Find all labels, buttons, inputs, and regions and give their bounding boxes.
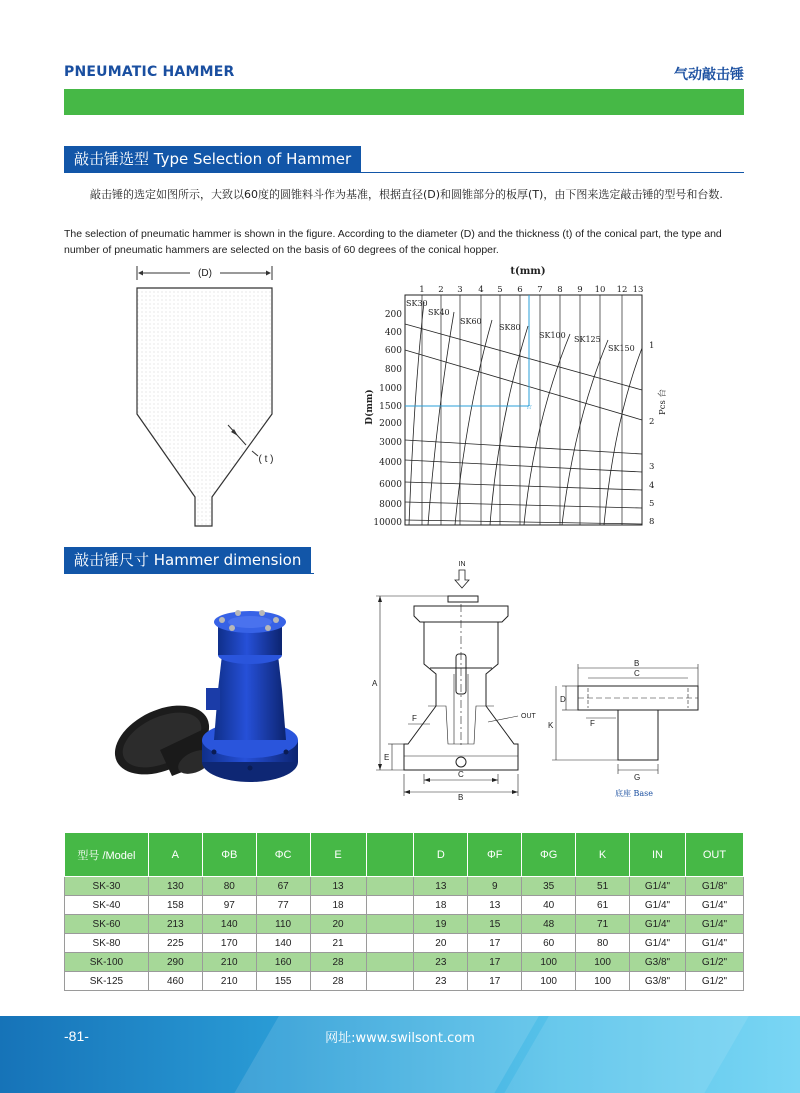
model-curve-label: SK60 [460,317,482,326]
base-dim-d-label: D [560,695,566,704]
dimension-spec-table [64,832,744,991]
base-dim-b-label: B [634,659,640,668]
table-cell: 158 [148,896,202,915]
table-cell: 17 [468,972,522,991]
d-tick-label: 800 [384,365,402,375]
table-row [65,953,744,972]
section-rule [64,573,314,574]
pcs-tick-label: 1 [649,341,655,351]
table-row [65,934,744,953]
table-cell: 110 [256,915,310,934]
model-curve-label: SK80 [499,323,521,332]
table-cell: 19 [414,915,468,934]
table-cell: 9 [468,877,522,896]
table-cell: 60 [522,934,576,953]
hopper-t-label: ( t ) [258,454,274,465]
table-cell: 71 [576,915,630,934]
t-tick-label: 1 [419,285,425,295]
table-cell: 20 [310,915,366,934]
d-tick-label: 4000 [379,458,402,468]
model-curve-label: SK100 [539,331,566,340]
table-header-cell: ΦB [202,833,256,877]
table-cell: 290 [148,953,202,972]
dim-b-label: B [458,793,464,802]
table-cell: 23 [414,972,468,991]
table-cell: 20 [414,934,468,953]
table-cell: G1/4" [630,915,686,934]
table-cell: 130 [148,877,202,896]
table-cell: 13 [310,877,366,896]
table-cell: 225 [148,934,202,953]
table-cell: 160 [256,953,310,972]
pcs-tick-label: 3 [649,462,655,472]
table-cell: 48 [522,915,576,934]
table-header-cell: E [310,833,366,877]
dim-c-label: C [458,770,464,779]
table-header-row [65,833,744,877]
table-cell: G1/4" [630,896,686,915]
d-tick-label: 400 [384,328,402,338]
table-cell: G1/4" [685,896,743,915]
table-cell: G1/4" [630,877,686,896]
table-cell: 28 [310,953,366,972]
dim-f-label: F [412,714,417,723]
table-cell [366,934,414,953]
table-cell: 210 [202,972,256,991]
base-caption: 底座 Base [614,789,654,798]
table-cell: 21 [310,934,366,953]
d-tick-label: 3000 [379,438,402,448]
dim-e-label: E [384,753,390,762]
hammer-product-image [110,600,310,790]
d-tick-label: 200 [384,310,402,320]
selection-paragraph-cn: 敲击锤的选定如图所示，大致以60度的圆锥料斗作为基准，根据直径(D)和圆锥部分的板厚(T)，由下图来选定敲击锤的型号和台数. [90,188,723,201]
chart-right-title: Pcs 台 [658,388,668,416]
base-dim-g-label: G [634,773,641,782]
table-cell: 213 [148,915,202,934]
hammer-dimension-drawing [368,556,536,806]
hopper-diagram [128,262,288,534]
model-curve-label: SK40 [428,308,450,317]
d-tick-label: 6000 [379,480,402,490]
pcs-tick-label: 4 [649,481,655,491]
table-header-cell: 型号 /Model [65,833,149,877]
dim-a-label: A [372,679,378,688]
page-header [64,60,744,86]
table-cell: 100 [522,972,576,991]
section-rule [64,172,744,173]
section-title-dimension: 敲击锤尺寸 Hammer dimension [64,547,311,574]
selection-paragraph-en: The selection of pneumatic hammer is shown in the figure. According to the diameter (D) and the thickness (t) of the conical part, the type and number of pneumatic hammers are selected on the basis of 60 degrees of the conical hopper. [64,228,722,256]
table-cell [366,953,414,972]
table-cell: 28 [310,972,366,991]
t-tick-label: 4 [478,285,484,295]
d-tick-label: 2000 [379,419,402,429]
table-cell: G1/4" [630,934,686,953]
table-header-cell: OUT [685,833,743,877]
d-tick-label: 600 [384,346,402,356]
table-header-cell: IN [630,833,686,877]
d-tick-label: 1000 [379,384,402,394]
table-cell: 100 [576,972,630,991]
table-cell: SK-60 [65,915,149,934]
table-cell: 35 [522,877,576,896]
table-cell: SK-80 [65,934,149,953]
table-cell: 140 [256,934,310,953]
d-tick-label: 1500 [379,402,402,412]
pcs-tick-label: 5 [649,499,655,509]
table-cell [366,896,414,915]
table-cell: 80 [576,934,630,953]
table-cell: G3/8" [630,972,686,991]
t-tick-label: 2 [438,285,444,295]
table-cell: 67 [256,877,310,896]
table-header-cell: A [148,833,202,877]
table-cell: 140 [202,915,256,934]
chart-y-title: D(mm) [365,389,375,425]
hopper-d-label: (D) [198,268,212,279]
table-cell: SK-100 [65,953,149,972]
d-tick-label: 8000 [379,500,402,510]
table-cell [366,915,414,934]
table-cell: 18 [310,896,366,915]
table-cell: 61 [576,896,630,915]
table-cell [366,972,414,991]
base-dim-f-label: F [590,719,595,728]
table-header-cell: D [414,833,468,877]
table-cell: 23 [414,953,468,972]
table-row [65,877,744,896]
out-label: OUT [521,713,536,720]
table-cell: 51 [576,877,630,896]
table-cell: G3/8" [630,953,686,972]
t-tick-label: 13 [632,285,644,295]
t-tick-label: 9 [577,285,583,295]
table-cell: SK-125 [65,972,149,991]
table-cell: SK-40 [65,896,149,915]
model-curve-label: SK125 [574,335,601,344]
svg-text:☆: ☆ [525,402,533,411]
table-header-cell: K [576,833,630,877]
pcs-tick-label: 8 [649,517,655,527]
header-title-cn: 气动敲击锤 [674,67,744,83]
table-cell: 97 [202,896,256,915]
table-cell: 100 [576,953,630,972]
table-cell: 40 [522,896,576,915]
table-cell: G1/8" [685,877,743,896]
t-tick-label: 6 [517,285,523,295]
t-tick-label: 10 [594,285,606,295]
table-cell: 170 [202,934,256,953]
base-dim-c-label: C [634,669,640,678]
t-tick-label: 7 [537,285,543,295]
table-row [65,915,744,934]
section-title-selection: 敲击锤选型 Type Selection of Hammer [64,146,361,173]
d-tick-label: 10000 [373,518,402,528]
base-dimension-drawing [548,656,708,798]
t-tick-label: 12 [616,285,628,295]
header-title-en: PNEUMATIC HAMMER [64,64,235,80]
chart-top-title: t(mm) [510,266,546,277]
table-row [65,972,744,991]
table-cell: 155 [256,972,310,991]
table-cell: 17 [468,934,522,953]
pcs-tick-label: 2 [649,417,655,427]
t-tick-label: 3 [457,285,463,295]
table-header-cell: ΦC [256,833,310,877]
in-label: IN [458,561,466,568]
table-cell: G1/2" [685,972,743,991]
table-cell: 18 [414,896,468,915]
table-cell: G1/4" [685,915,743,934]
table-cell: 13 [414,877,468,896]
table-cell: 17 [468,953,522,972]
table-cell: 80 [202,877,256,896]
model-curve-label: SK30 [406,299,428,308]
base-dim-k-label: K [548,721,554,730]
t-tick-label: 8 [557,285,563,295]
page-footer [0,1016,800,1093]
table-cell: G1/4" [685,934,743,953]
table-cell: G1/2" [685,953,743,972]
t-tick-label: 5 [497,285,503,295]
table-cell: SK-30 [65,877,149,896]
page-number: -81- [64,1028,89,1044]
table-row [65,896,744,915]
table-cell: 77 [256,896,310,915]
table-cell: 100 [522,953,576,972]
table-cell: 460 [148,972,202,991]
table-header-cell [366,833,414,877]
table-header-cell: ΦG [522,833,576,877]
table-cell: 210 [202,953,256,972]
website-url[interactable]: 网址:www.swilsont.com [325,1031,475,1046]
selection-chart [362,262,672,532]
header-green-bar [64,89,744,115]
table-header-cell: ΦF [468,833,522,877]
model-curve-label: SK150 [608,344,635,353]
table-cell [366,877,414,896]
table-cell: 15 [468,915,522,934]
table-cell: 13 [468,896,522,915]
